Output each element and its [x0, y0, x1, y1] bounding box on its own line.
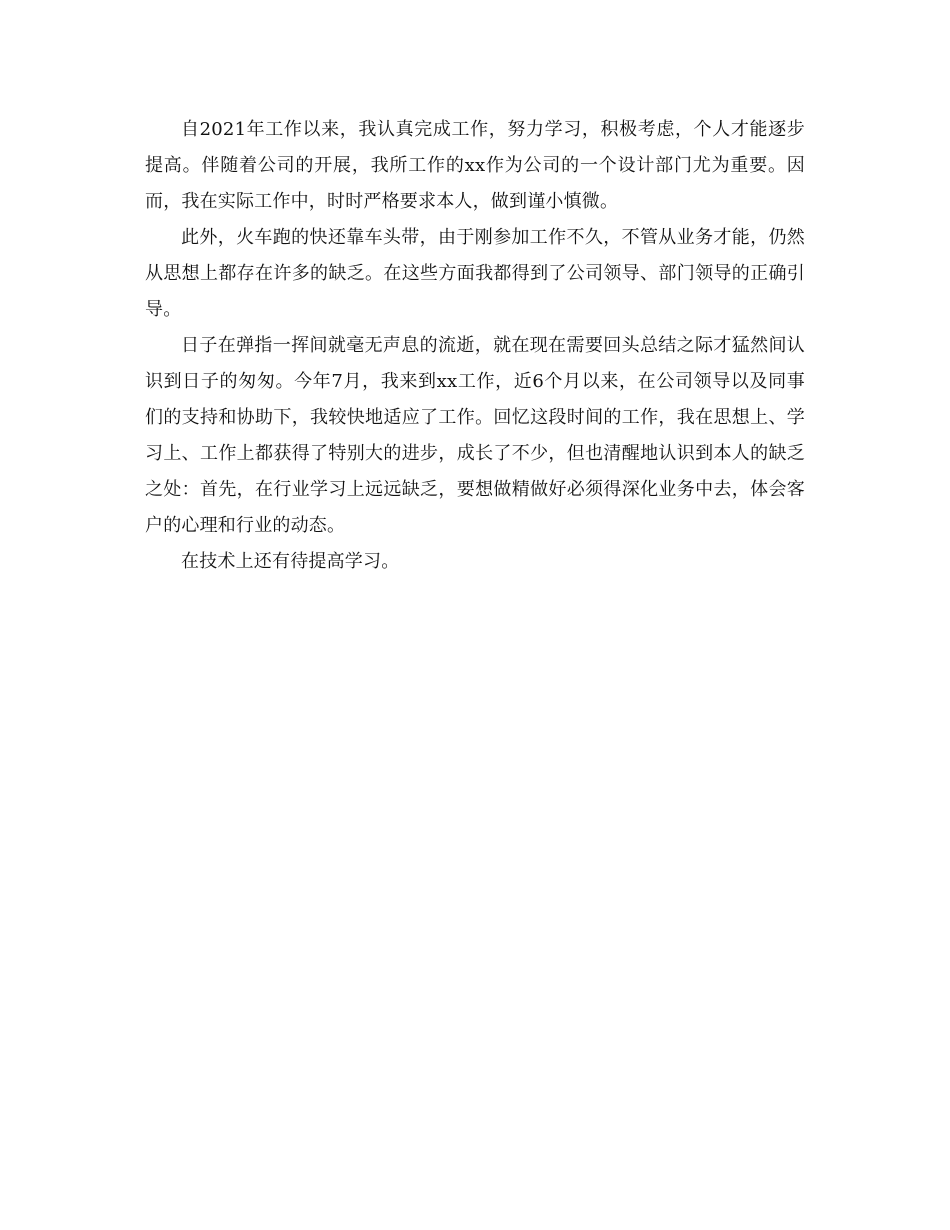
- document-body: [145, 112, 805, 580]
- paragraph-1: 自2021年工作以来，我认真完成工作，努力学习，积极考虑，个人才能逐步提高。伴随着公司的开展，我所工作的xx作为公司的一个设计部门尤为重要。因而，我在实际工作中，时时严格要求本人，做到谨小慎微。: [145, 119, 805, 212]
- paragraph-2: 此外，火车跑的快还靠车头带，由于刚参加工作不久，不管从业务才能，仍然从思想上都存在许多的缺乏。在这些方面我都得到了公司领导、部门领导的正确引导。: [145, 227, 805, 320]
- paragraph-3: 日子在弹指一挥间就毫无声息的流逝，就在现在需要回头总结之际才猛然间认识到日子的匆匆。今年7月，我来到xx工作，近6个月以来，在公司领导以及同事们的支持和协助下，我较快地适应了工作。回忆这段时间的工作，我在思想上、学习上、工作上都获得了特别大的进步，成长了不少，但也清醒地认识到本人的缺乏之处：首先，在行业学习上远远缺乏，要想做精做好必须得深化业务中去，体会客户的心理和行业的动态。: [145, 335, 805, 536]
- paragraph-4: 在技术上还有待提高学习。: [181, 551, 400, 572]
